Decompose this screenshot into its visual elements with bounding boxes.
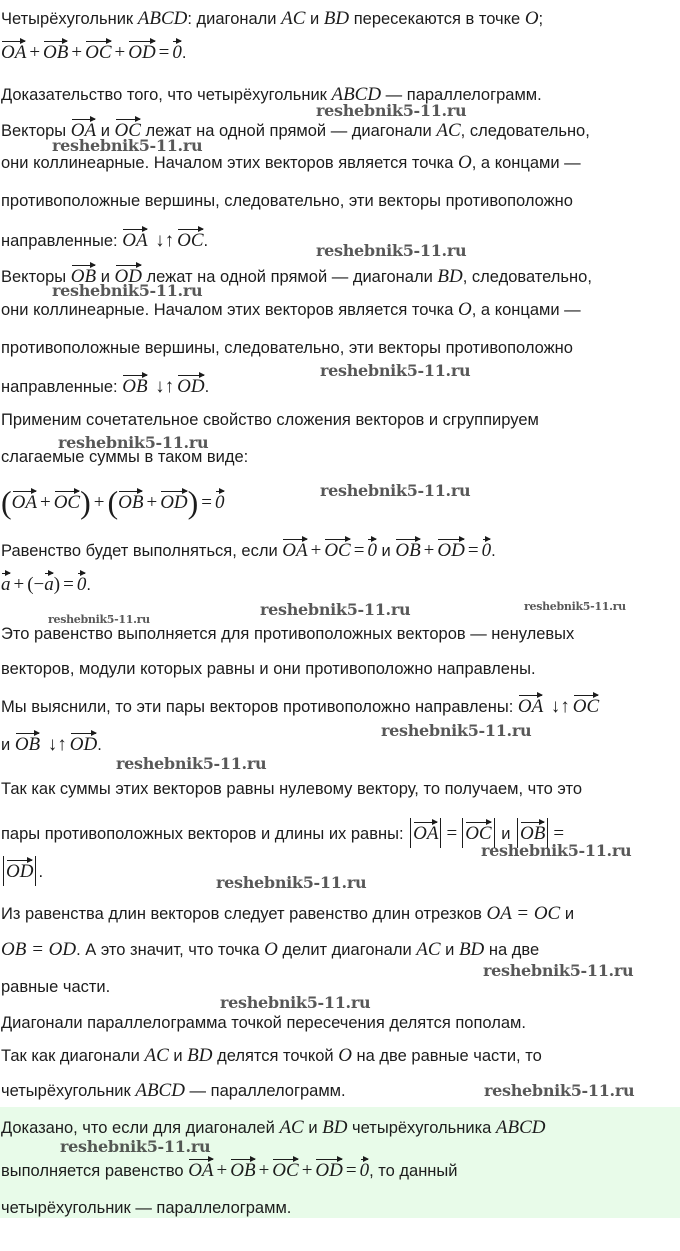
watermark: reshebnik5-11.ru <box>216 873 367 892</box>
oa-oc-line-3: противоположные вершины, следовательно, эти векторы противоположно <box>1 192 573 210</box>
watermark: reshebnik5-11.ru <box>484 1081 635 1100</box>
found-line-2: и OB ↓↑ OD. <box>1 730 678 756</box>
sums-line-1: Так как суммы этих векторов равны нулевому вектору, то получаем, что это <box>1 780 583 798</box>
watermark: reshebnik5-11.ru <box>320 481 471 500</box>
watermark: reshebnik5-11.ru <box>316 241 467 260</box>
conclusion-line-1: Доказано, что если для диагоналей AC и BD четырёхугольника ABCD <box>1 1117 546 1138</box>
opposite-line-2: векторов, модули которых равны и они противоположно направлены. <box>1 660 536 678</box>
ob-od-line-4: направленные: OB ↓↑ OD. <box>1 372 678 398</box>
lengths-line-1: Из равенства длин векторов следует равенство длин отрезков OA = OC и <box>1 903 575 924</box>
watermark: reshebnik5-11.ru <box>48 613 150 626</box>
lengths-line-2: OB = OD. А это значит, что точка O делит диагонали AC и BD на две <box>1 939 540 960</box>
condition-equation: OA + OB + OC + OD = 0. <box>1 38 678 64</box>
found-line-1: Мы выяснили, то эти пары векторов противоположно направлены: OA ↓↑ OC <box>1 692 678 718</box>
watermark: reshebnik5-11.ru <box>116 754 267 773</box>
assoc-line-2: слагаемые суммы в таком виде: <box>1 448 249 466</box>
watermark: reshebnik5-11.ru <box>381 721 532 740</box>
watermark: reshebnik5-11.ru <box>483 961 634 980</box>
diagonals-property: Диагонали параллелограмма точкой пересечения делятся пополам. <box>1 1014 526 1032</box>
watermark: reshebnik5-11.ru <box>60 1137 211 1156</box>
oa-oc-line-1: Векторы OA и OC лежат на одной прямой — диагонали AC, следовательно, <box>1 116 678 142</box>
watermark: reshebnik5-11.ru <box>52 136 203 155</box>
watermark: reshebnik5-11.ru <box>220 993 371 1012</box>
condition-line: Четырёхугольник ABCD: диагонали AC и BD пересекаются в точке O; <box>1 8 544 29</box>
sums-line-2: пары противоположных векторов и длины их равны: OA = OC и OB = <box>1 818 678 848</box>
opposite-vector-formula: a + (−a) = 0. <box>1 570 678 596</box>
watermark: reshebnik5-11.ru <box>260 600 411 619</box>
lengths-line-3: равные части. <box>1 978 111 996</box>
oa-oc-line-2: они коллинеарные. Началом этих векторов является точка O, а концами — <box>1 152 581 173</box>
watermark: reshebnik5-11.ru <box>481 841 632 860</box>
watermark: reshebnik5-11.ru <box>320 361 471 380</box>
grouped-equation: (OA + OC) +(OB + OD) = 0 <box>1 484 225 520</box>
watermark: reshebnik5-11.ru <box>524 600 626 613</box>
watermark: reshebnik5-11.ru <box>52 281 203 300</box>
conclusion-line-2: выполняется равенство OA + OB + OC + OD = 0, то данный <box>1 1156 678 1182</box>
since-line-2: четырёхугольник ABCD — параллелограмм. <box>1 1080 346 1101</box>
ob-od-line-1: Векторы OB и OD лежат на одной прямой — диагонали BD, следовательно, <box>1 262 678 288</box>
watermark: reshebnik5-11.ru <box>316 101 467 120</box>
ob-od-line-2: они коллинеарные. Началом этих векторов является точка O, а концами — <box>1 299 581 320</box>
ob-od-line-3: противоположные вершины, следовательно, эти векторы противоположно <box>1 339 573 357</box>
opposite-line-1: Это равенство выполняется для противоположных векторов — ненулевых <box>1 625 575 643</box>
equality-condition: Равенство будет выполняться, если OA + OC = 0 и OB + OD = 0. <box>1 536 678 562</box>
watermark: reshebnik5-11.ru <box>58 433 209 452</box>
proof-title: Доказательство того, что четырёхугольник ABCD — параллелограмм. <box>1 84 542 105</box>
since-line-1: Так как диагонали AC и BD делятся точкой O на две равные части, то <box>1 1045 542 1066</box>
oa-oc-line-4: направленные: OA ↓↑ OC. <box>1 226 678 252</box>
conclusion-line-3: четырёхугольник — параллелограмм. <box>1 1199 292 1217</box>
sums-line-3: OD . <box>1 856 678 886</box>
assoc-line-1: Применим сочетательное свойство сложения векторов и сгруппируем <box>1 411 539 429</box>
